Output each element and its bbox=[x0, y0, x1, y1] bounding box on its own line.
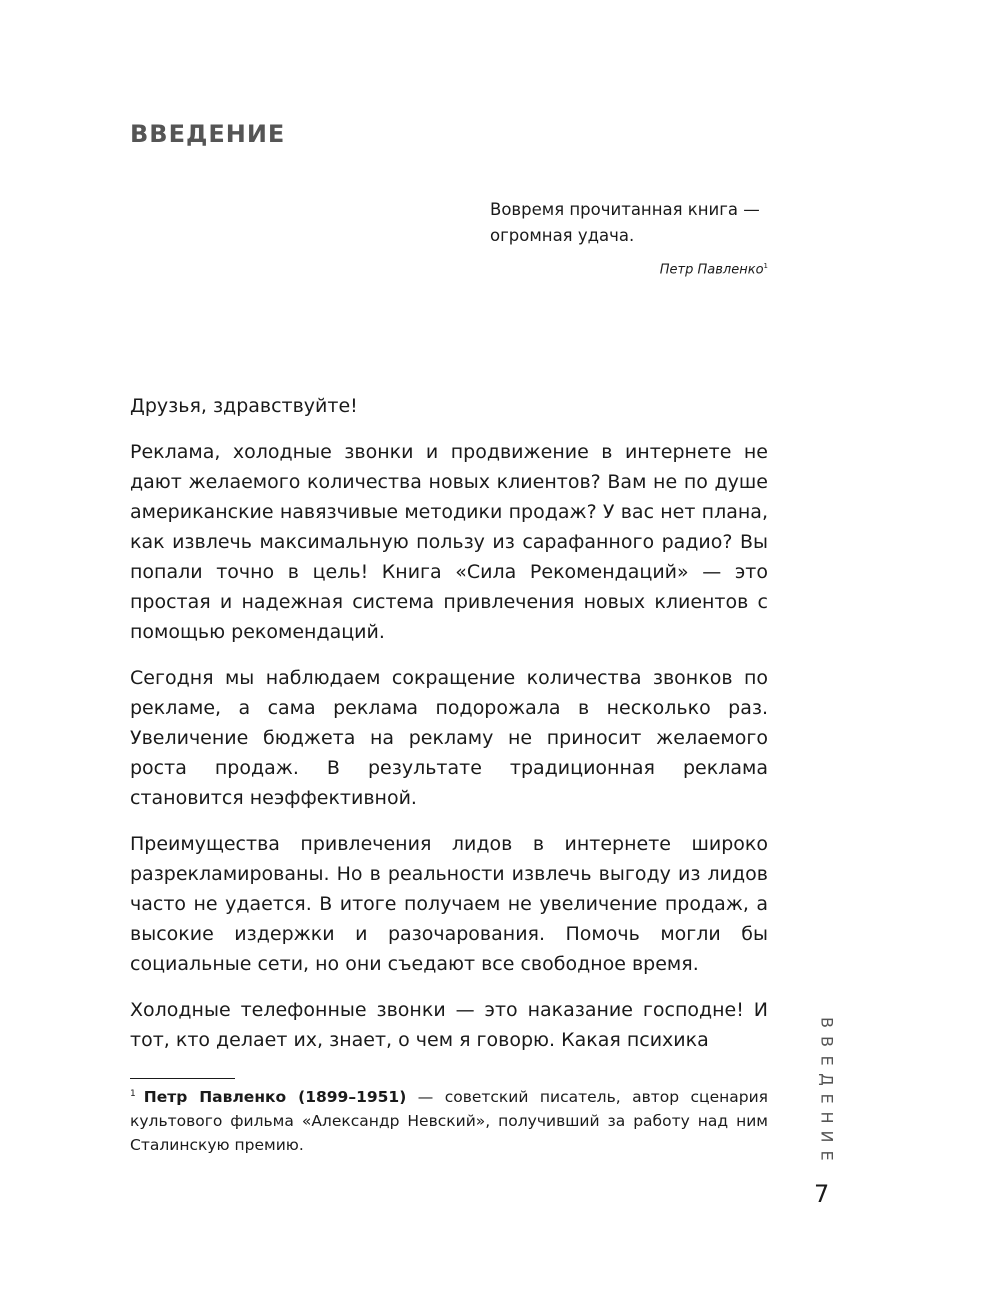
running-head-letter: Д bbox=[817, 1073, 837, 1086]
running-head-letter: Е bbox=[817, 1093, 837, 1104]
paragraph: Реклама, холодные звонки и продвижение в интернете не дают желаемого количества новых клиентов? Вам не по душе американские навязчивые методики продаж? У вас нет плана, как извлечь максимальную пользу из сарафанного радио? Вы попали точно в цель! Книга «Сила Рекомендаций» — это простая и надежная система привлечения новых клиентов с помощью рекомендаций. bbox=[130, 441, 768, 643]
paragraph-greeting: Друзья, здравствуйте! bbox=[130, 395, 358, 417]
epigraph-quote: Вовремя прочитанная книга — огромная удача. bbox=[490, 200, 760, 245]
chapter-title: ВВЕДЕНИЕ bbox=[130, 120, 286, 148]
running-head bbox=[815, 1013, 839, 1165]
page-number: 7 bbox=[814, 1180, 830, 1208]
footnote-reference[interactable]: 1 bbox=[763, 262, 768, 270]
footnote-text: — советский писатель, автор сценария культового фильма «Александр Невский», получивший за работу над ним Сталинскую премию. bbox=[130, 1088, 768, 1155]
footnote-divider bbox=[130, 1078, 235, 1079]
running-head-letter: Е bbox=[817, 1055, 837, 1066]
paragraph: Холодные телефонные звонки — это наказание господне! И тот, кто делает их, знает, о чем я говорю. Какая психика bbox=[130, 999, 768, 1051]
running-head-letter: И bbox=[817, 1130, 837, 1143]
paragraph: Сегодня мы наблюдаем сокращение количества звонков по рекламе, а сама реклама подорожала в несколько раз. Увеличение бюджета на рекламу не приносит желаемого роста продаж. В результате традиционная реклама становится неэффективной. bbox=[130, 667, 768, 809]
running-head-letter: В bbox=[817, 1017, 837, 1028]
footnote-name: Петр Павленко (1899–1951) bbox=[143, 1088, 407, 1107]
body-text bbox=[130, 391, 768, 1071]
epigraph-author: Петр Павленко bbox=[659, 262, 764, 278]
epigraph bbox=[490, 197, 780, 279]
running-head-letter: Е bbox=[817, 1150, 837, 1161]
paragraph: Преимущества привлечения лидов в интернете широко разрекламированы. Но в реальности извлечь выгоду из лидов часто не удается. В итоге получаем не увеличение продаж, а высокие издержки и разочарования. Помочь могли бы социальные сети, но они съедают все свободное время. bbox=[130, 833, 768, 975]
footnote-mark: 1 bbox=[130, 1089, 136, 1099]
footnote bbox=[130, 1082, 768, 1157]
running-head-letter: Н bbox=[817, 1111, 837, 1124]
running-head-letter: В bbox=[817, 1036, 837, 1047]
epigraph-attribution bbox=[490, 257, 768, 279]
